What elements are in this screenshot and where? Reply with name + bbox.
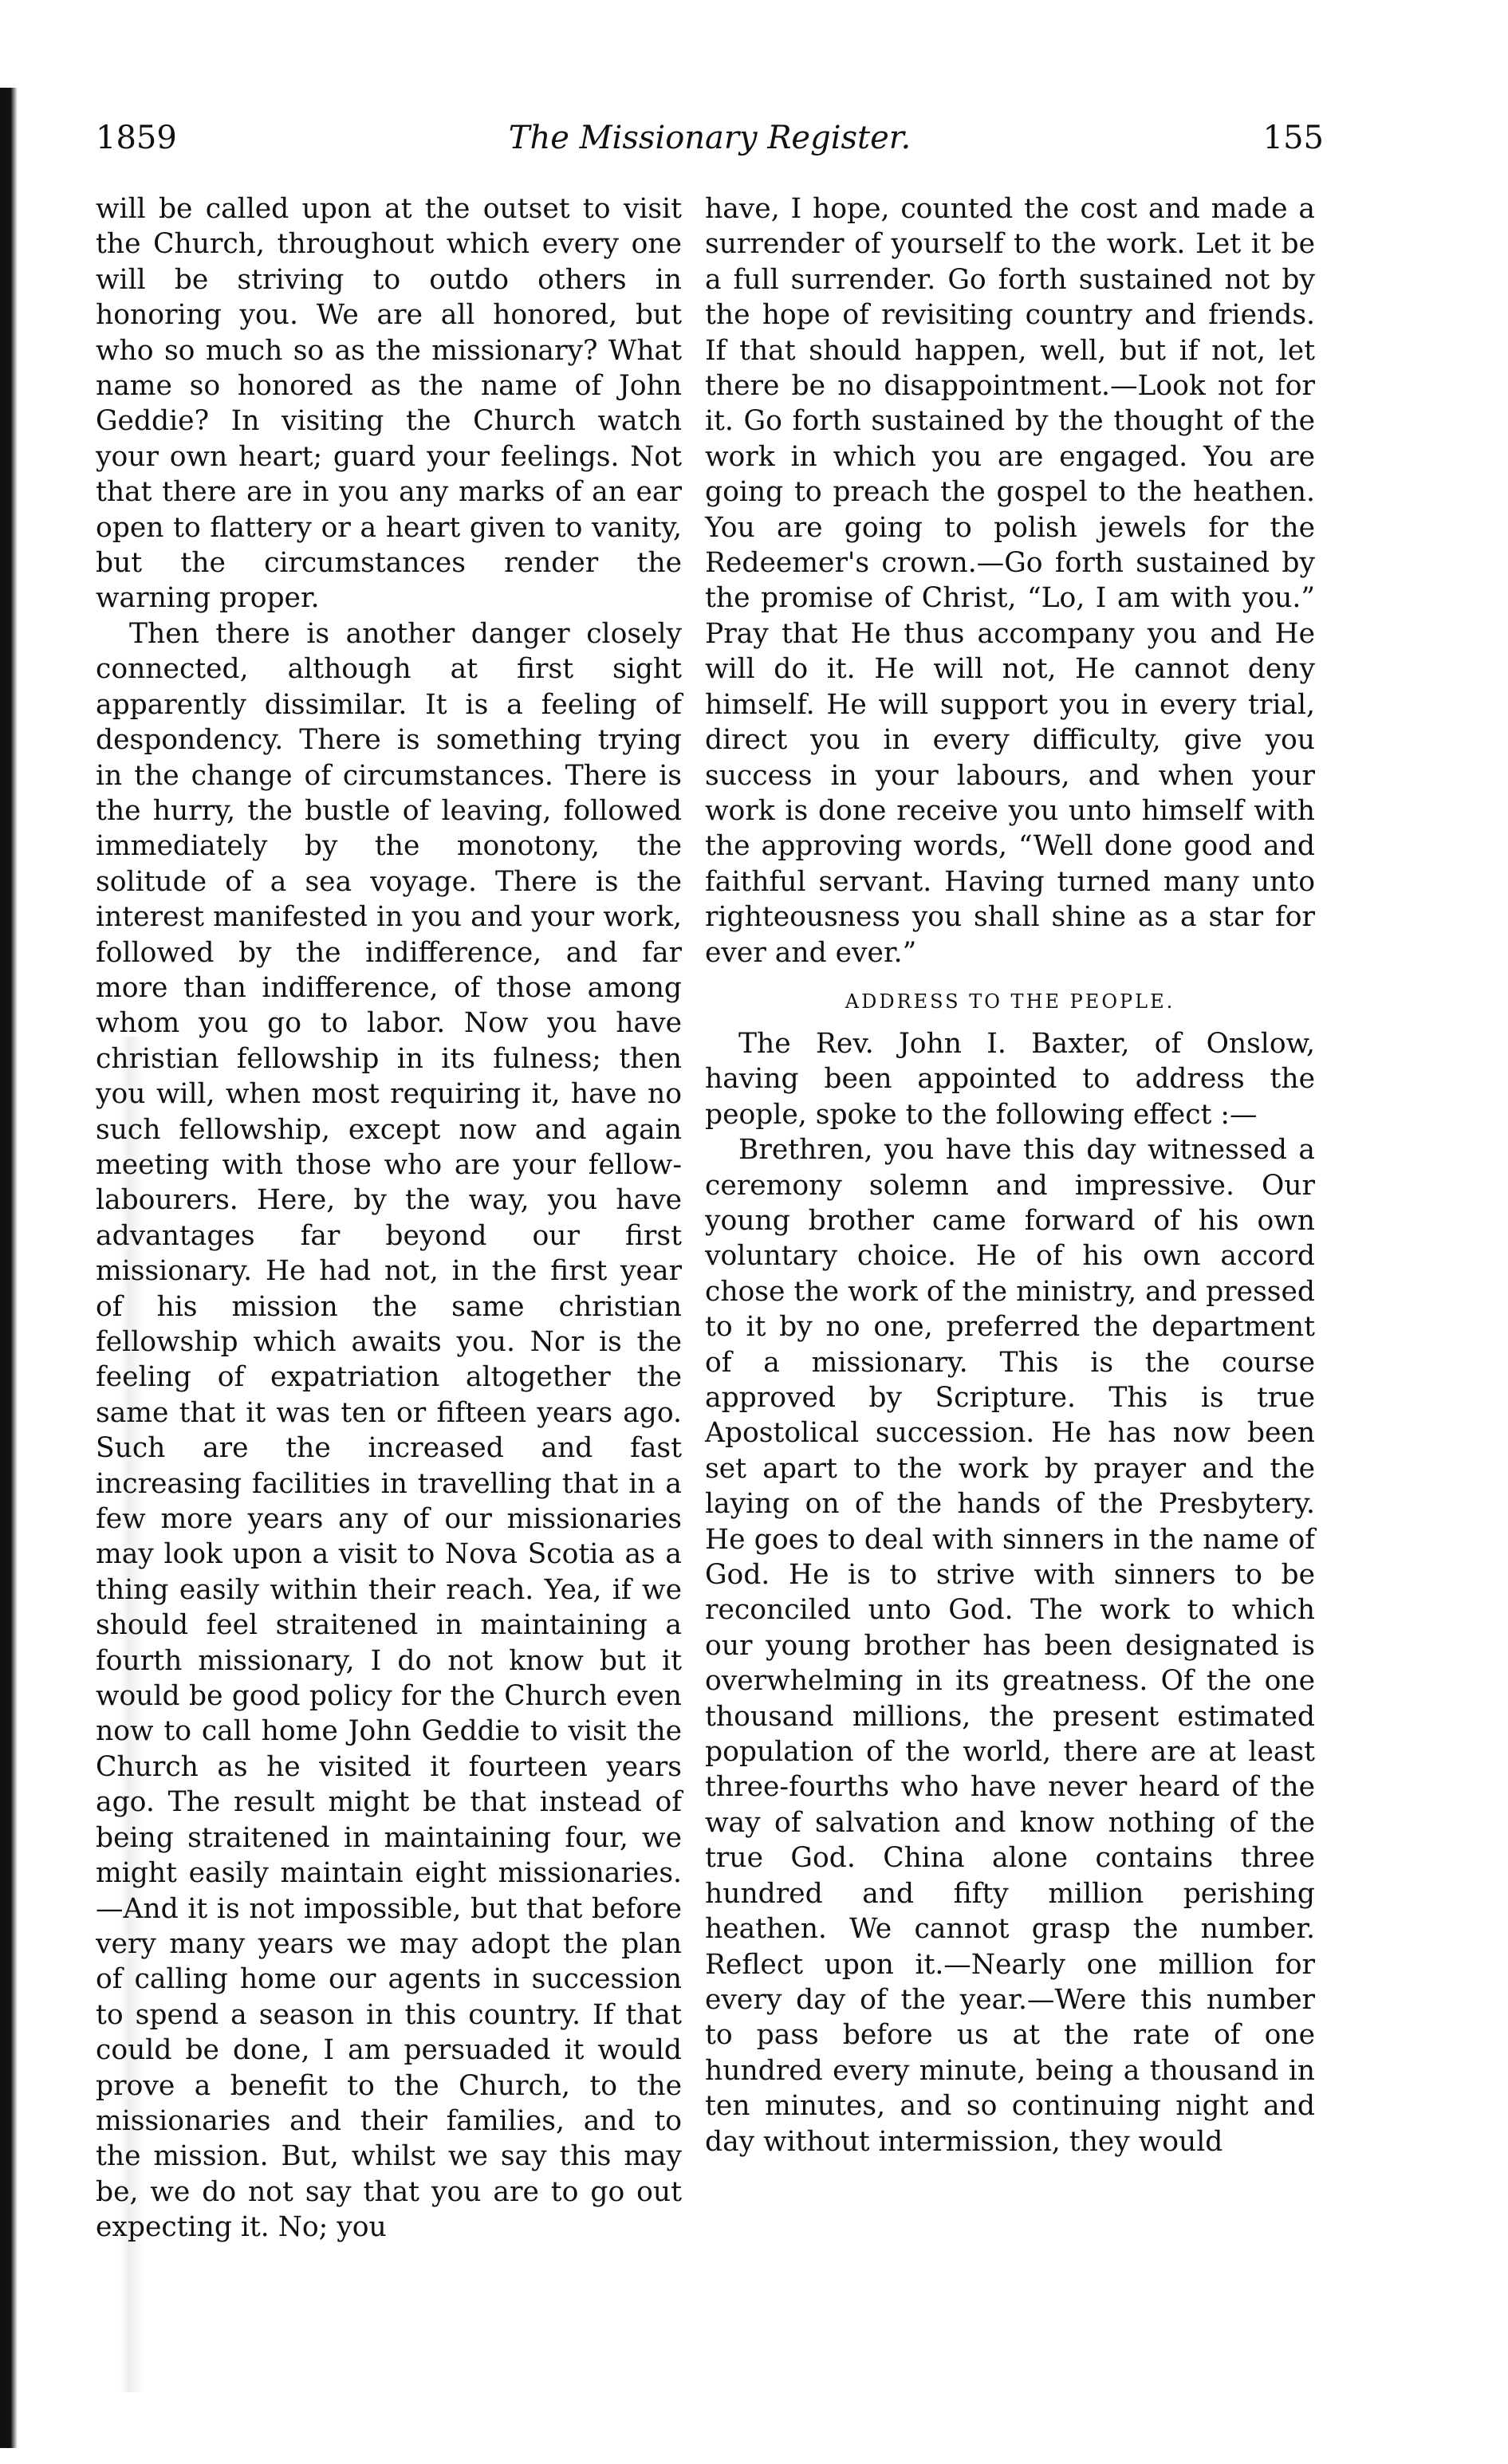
page-header: [96, 120, 1324, 167]
header-year: 1859: [96, 120, 177, 156]
header-title: The Missionary Register.: [508, 120, 911, 156]
paragraph: will be called upon at the outset to visit the Church, throughout which every one will be striving to outdo others in honoring you. We are all honored, but who so much so as the missionary? What name so honored as the name of John Geddie? In visiting the Church watch your own heart; guard your feelings. Not that there are in you any marks of an ear open to flattery or a heart given to vanity, but the circumstances render the warning proper.: [96, 193, 682, 615]
left-column: [96, 191, 682, 2246]
page-binding-shadow: [0, 88, 18, 2448]
right-column: [705, 191, 1315, 2159]
paragraph: have, I hope, counted the cost and made a surrender of yourself to the work. Let it be a full surrender. Go forth sustained not by the hope of revisiting country and friends. If that should happen, well, but if not, let there be no disappointment.—Look not for it. Go forth sustained by the thought of the work in which you are engaged. You are going to preach the gospel to the heathen. You are going to polish jewels for the Redeemer's crown.—Go forth sustained by the promise of Christ, “Lo, I am with you.” Pray that He thus accompany you and He will do it. He will not, He cannot deny himself. He will support you in every trial, direct you in every difficulty, give you success in your labours, and when your work is done receive you unto himself with the approving words, “Well done good and faithful servant. Having turned many unto righteousness you shall shine as a star for ever and ever.”: [705, 193, 1315, 969]
paragraph: The Rev. John I. Baxter, of Onslow, having been appointed to address the people, spoke to the following effect :—: [705, 1027, 1315, 1131]
paragraph: Then there is another danger closely connected, although at first sight apparently dissimilar. It is a feeling of despondency. There is something trying in the change of circumstances. There is the hurry, the bustle of leaving, followed immediately by the monotony, the solitude of a sea voyage. There is the interest manifested in you and your work, followed by the indifference, and far more than indifference, of those among whom you go to labor. Now you have christian fellowship in its fulness; then you will, when most requiring it, have no such fellowship, except now and again meeting with those who are your fellow-labourers. Here, by the way, you have advantages far beyond our first missionary. He had not, in the first year of his mission the same christian fellowship which awaits you. Nor is the feeling of expatriation altogether the same that it was ten or fifteen years ago. Such are the increased and fast increasing facilities in travelling that in a few more years any of our missionaries may look upon a visit to Nova Scotia as a thing easily within their reach. Yea, if we should feel straitened in maintaining a fourth missionary, I do not know but it would be good policy for the Church even now to call home John Geddie to visit the Church as he visited it fourteen years ago. The result might be that instead of being straitened in maintaining four, we might easily maintain eight missionaries.—And it is not impossible, but that before very many years we may adopt the plan of calling home our agents in succession to spend a season in this country. If that could be done, I am persuaded it would prove a benefit to the Church, to the missionaries and their families, and to the mission. But, whilst we say this may be, we do not say that you are to go out expecting it. No; you: [96, 617, 682, 2244]
section-heading: ADDRESS TO THE PEOPLE.: [845, 990, 1175, 1013]
paragraph: Brethren, you have this day witnessed a ceremony solemn and impressive. Our young brother came forward of his own voluntary choice. He of his own accord chose the work of the ministry, and pressed to it by no one, preferred the department of a missionary. This is the course approved by Scripture. This is true Apostolical succession. He has now been set apart to the work by prayer and the laying on of the hands of the Presbytery. He goes to deal with sinners in the name of God. He is to strive with sinners to be reconciled unto God. The work to which our young brother has been designated is overwhelming in its greatness. Of the one thousand millions, the present estimated population of the world, there are at least three-fourths who have never heard of the way of salvation and know nothing of the true God. China alone contains three hundred and fifty million perishing heathen. We cannot grasp the number. Reflect upon it.—Nearly one million for every day of the year.—Were this number to pass before us at the rate of one hundred every minute, being a thousand in ten minutes, and so continuing night and day without intermission, they would: [705, 1134, 1315, 2158]
header-page-number: 155: [1262, 120, 1324, 156]
